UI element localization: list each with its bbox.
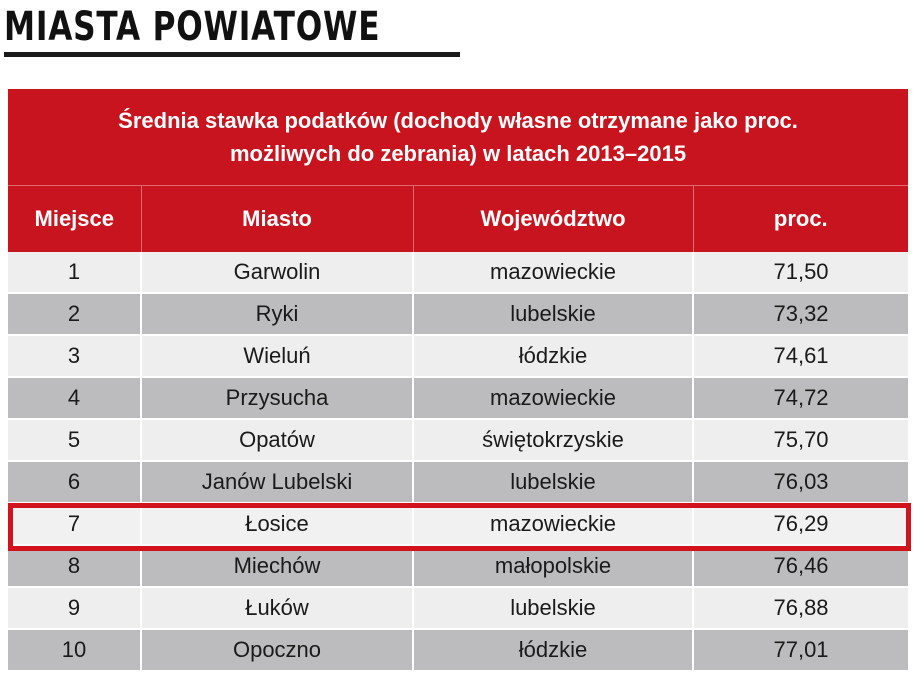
cell-city: Ryki (141, 293, 413, 335)
cell-city: Łuków (141, 587, 413, 629)
cell-city: Łosice (141, 503, 413, 545)
cell-rank: 4 (8, 377, 141, 419)
cell-rank: 8 (8, 545, 141, 587)
cell-region: lubelskie (413, 461, 693, 503)
cell-city: Opoczno (141, 629, 413, 671)
cell-percent: 74,72 (693, 377, 908, 419)
cell-region: lubelskie (413, 587, 693, 629)
table-row-highlighted (8, 503, 908, 545)
cell-region: łódzkie (413, 335, 693, 377)
table-row (8, 335, 908, 377)
cell-rank: 6 (8, 461, 141, 503)
cell-region: mazowieckie (413, 503, 693, 545)
cell-city: Janów Lubelski (141, 461, 413, 503)
title-underline (4, 52, 460, 57)
cell-city: Garwolin (141, 252, 413, 293)
cell-percent: 75,70 (693, 419, 908, 461)
cell-rank: 2 (8, 293, 141, 335)
cell-percent: 73,32 (693, 293, 908, 335)
cell-region: lubelskie (413, 293, 693, 335)
ranking-table-container (8, 89, 908, 672)
cell-city: Przysucha (141, 377, 413, 419)
cell-region: łódzkie (413, 629, 693, 671)
table-row (8, 629, 908, 671)
table-header-row (8, 186, 908, 253)
page-title: MIASTA POWIATOWE (4, 4, 381, 50)
cell-rank: 3 (8, 335, 141, 377)
cell-percent: 71,50 (693, 252, 908, 293)
cell-percent: 77,01 (693, 629, 908, 671)
cell-region: świętokrzyskie (413, 419, 693, 461)
cell-rank: 10 (8, 629, 141, 671)
cell-city: Wieluń (141, 335, 413, 377)
cell-rank: 7 (8, 503, 141, 545)
column-header-percent: proc. (693, 186, 908, 253)
cell-percent: 76,29 (693, 503, 908, 545)
cell-rank: 5 (8, 419, 141, 461)
cell-region: mazowieckie (413, 252, 693, 293)
table-row (8, 293, 908, 335)
column-header-city: Miasto (141, 186, 413, 253)
column-header-rank: Miejsce (8, 186, 141, 253)
table-body (8, 252, 908, 671)
cell-rank: 9 (8, 587, 141, 629)
table-row (8, 377, 908, 419)
cell-percent: 76,88 (693, 587, 908, 629)
table-row (8, 419, 908, 461)
cell-rank: 1 (8, 252, 141, 293)
table-caption-row (8, 89, 908, 186)
table-caption: Średnia stawka podatków (dochody własne otrzymane jako proc. możliwych do zebrania) w latach 2013–2015 (8, 89, 908, 186)
cell-city: Miechów (141, 545, 413, 587)
table-row (8, 587, 908, 629)
cell-percent: 76,03 (693, 461, 908, 503)
cell-percent: 74,61 (693, 335, 908, 377)
cell-region: małopolskie (413, 545, 693, 587)
cell-region: mazowieckie (413, 377, 693, 419)
cell-percent: 76,46 (693, 545, 908, 587)
table-row (8, 545, 908, 587)
table-row (8, 252, 908, 293)
ranking-table (8, 89, 908, 672)
table-row (8, 461, 908, 503)
cell-city: Opatów (141, 419, 413, 461)
column-header-region: Województwo (413, 186, 693, 253)
